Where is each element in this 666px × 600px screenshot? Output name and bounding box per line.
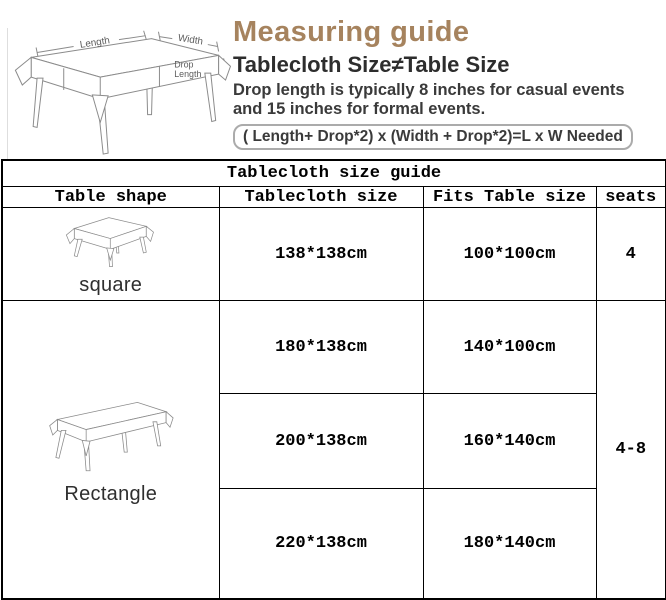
size-guide-table xyxy=(1,159,666,600)
header-seats: seats xyxy=(596,187,666,208)
table-caption: Tablecloth size guide xyxy=(2,160,666,187)
cell-seats: 4-8 xyxy=(596,301,666,599)
cell-seats: 4 xyxy=(596,208,666,301)
cell-tablecloth-size: 180*138cm xyxy=(219,301,423,394)
header-tablecloth-size: Tablecloth size xyxy=(219,187,423,208)
cell-fits-table-size: 100*100cm xyxy=(423,208,596,301)
guide-body-line2: and 15 inches for formal events. xyxy=(233,99,486,118)
shape-label-square: square xyxy=(79,274,143,296)
cell-fits-table-size: 180*140cm xyxy=(423,489,596,599)
tablecloth-measure-diagram-icon xyxy=(4,12,232,160)
cell-tablecloth-size: 200*138cm xyxy=(219,394,423,489)
cell-shape-rectangle xyxy=(2,301,219,599)
header-row xyxy=(2,187,666,208)
cell-tablecloth-size: 138*138cm xyxy=(219,208,423,301)
cell-fits-table-size: 140*100cm xyxy=(423,301,596,394)
drop-label-line2: Length xyxy=(174,69,202,80)
square-table-icon xyxy=(57,211,165,269)
shape-label-rectangle: Rectangle xyxy=(64,483,158,506)
header-fits-table-size: Fits Table size xyxy=(423,187,596,208)
guide-text-block xyxy=(233,16,665,150)
caption-row xyxy=(2,160,666,187)
guide-body-line1: Drop length is typically 8 inches for casual events xyxy=(233,81,625,99)
guide-body-text xyxy=(233,81,665,118)
formula-box: ( Length+ Drop*2) x (Width + Drop*2)=L x W Needed xyxy=(233,124,633,150)
page-title: Measuring guide xyxy=(233,16,470,48)
cell-tablecloth-size: 220*138cm xyxy=(219,489,423,599)
rectangle-table-icon xyxy=(45,392,177,478)
width-label: Width xyxy=(177,32,204,48)
cell-shape-square xyxy=(2,208,219,301)
header-table-shape: Table shape xyxy=(2,187,219,208)
cell-fits-table-size: 160*140cm xyxy=(423,394,596,489)
table-row xyxy=(2,208,666,301)
length-label: Length xyxy=(79,35,111,51)
table-row xyxy=(2,301,666,394)
drop-label-line1: Drop xyxy=(174,59,194,70)
guide-subtitle: Tablecloth Size≠Table Size xyxy=(233,52,510,77)
